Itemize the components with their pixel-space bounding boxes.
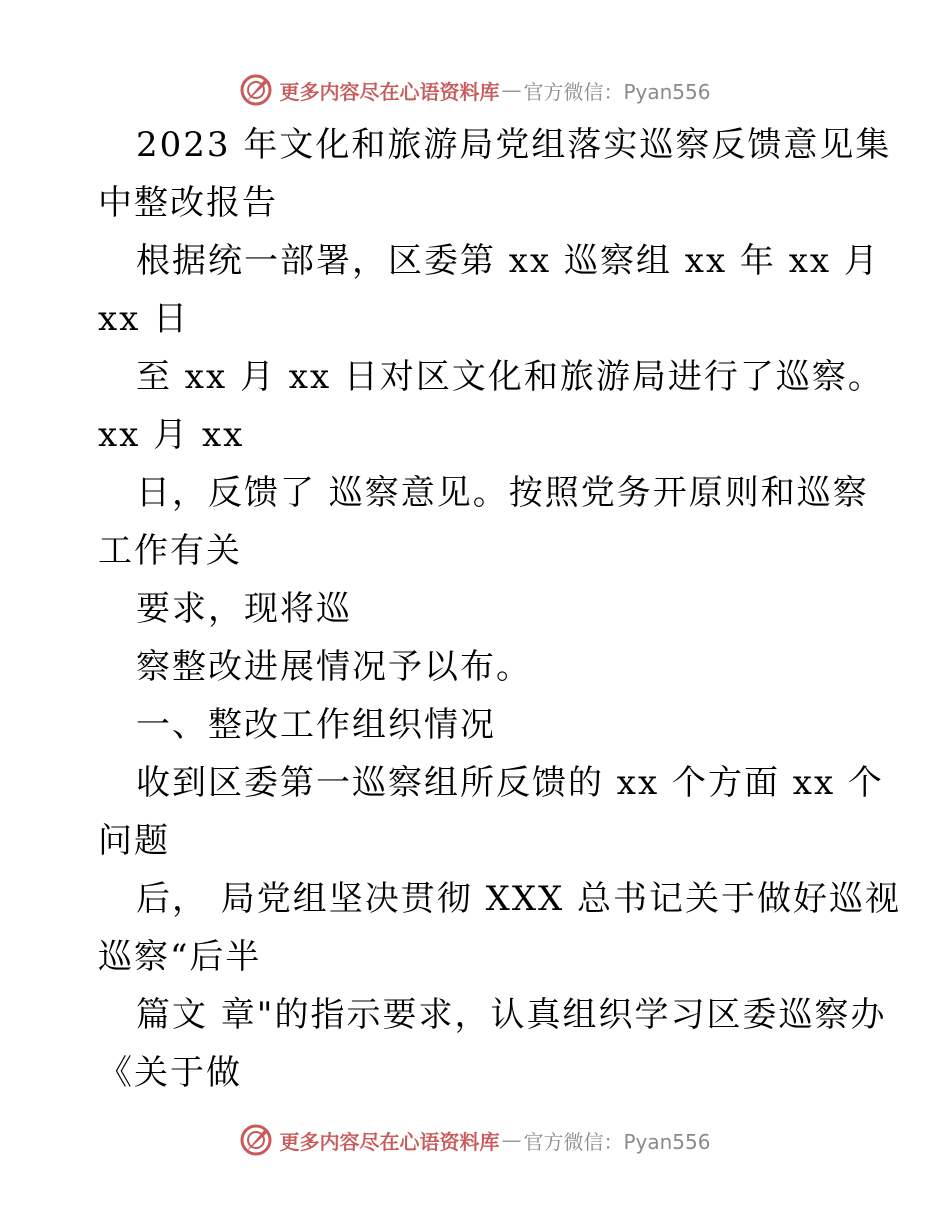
doc-line: xx 日 bbox=[98, 299, 190, 339]
banner-brand: 更多内容尽在心语资料库 bbox=[279, 1129, 500, 1154]
doc-line: 后， 局党组坚决贯彻 XXX 总书记关于做好巡视 bbox=[136, 879, 902, 919]
doc-line: 收到区委第一巡察组所反馈的 xx 个方面 xx 个 bbox=[136, 763, 884, 803]
doc-line: 察整改进展情况予以布。 bbox=[136, 647, 532, 687]
doc-line: 《关于做 bbox=[98, 1053, 242, 1093]
doc-line: xx 月 xx bbox=[98, 415, 245, 455]
doc-line: 问题 bbox=[98, 821, 170, 861]
banner-wechat: 官方微信：Pyan556 bbox=[523, 1129, 711, 1154]
header-banner bbox=[0, 70, 950, 110]
banner-dash: — bbox=[501, 78, 522, 102]
doc-line: 篇文 章"的指示要求，认真组织学习区委巡察办 bbox=[136, 995, 887, 1035]
banner-brand: 更多内容尽在心语资料库 bbox=[279, 79, 500, 104]
doc-line: 要求，现将巡 bbox=[136, 589, 352, 629]
quill-logo-icon bbox=[239, 1123, 273, 1157]
doc-line: 中整改报告 bbox=[98, 183, 278, 223]
quill-logo-icon bbox=[239, 73, 273, 107]
footer-banner bbox=[0, 1120, 950, 1160]
doc-line: 工作有关 bbox=[98, 531, 242, 571]
section-heading: 一、整改工作组织情况 bbox=[136, 705, 496, 745]
banner-wechat: 官方微信：Pyan556 bbox=[523, 79, 711, 104]
banner-dash: — bbox=[501, 1128, 522, 1152]
doc-line: 根据统一部署，区委第 xx 巡察组 xx 年 xx 月 bbox=[136, 241, 880, 281]
document-body bbox=[98, 116, 902, 1102]
doc-line: 日，反馈了 巡察意见。按照党务开原则和巡察 bbox=[136, 473, 869, 513]
doc-line: 2023 年文化和旅游局党组落实巡察反馈意见集 bbox=[136, 125, 892, 165]
doc-line: 至 xx 月 xx 日对区文化和旅游局进行了巡察。 bbox=[136, 357, 884, 397]
doc-line: 巡察“后半 bbox=[98, 937, 262, 977]
